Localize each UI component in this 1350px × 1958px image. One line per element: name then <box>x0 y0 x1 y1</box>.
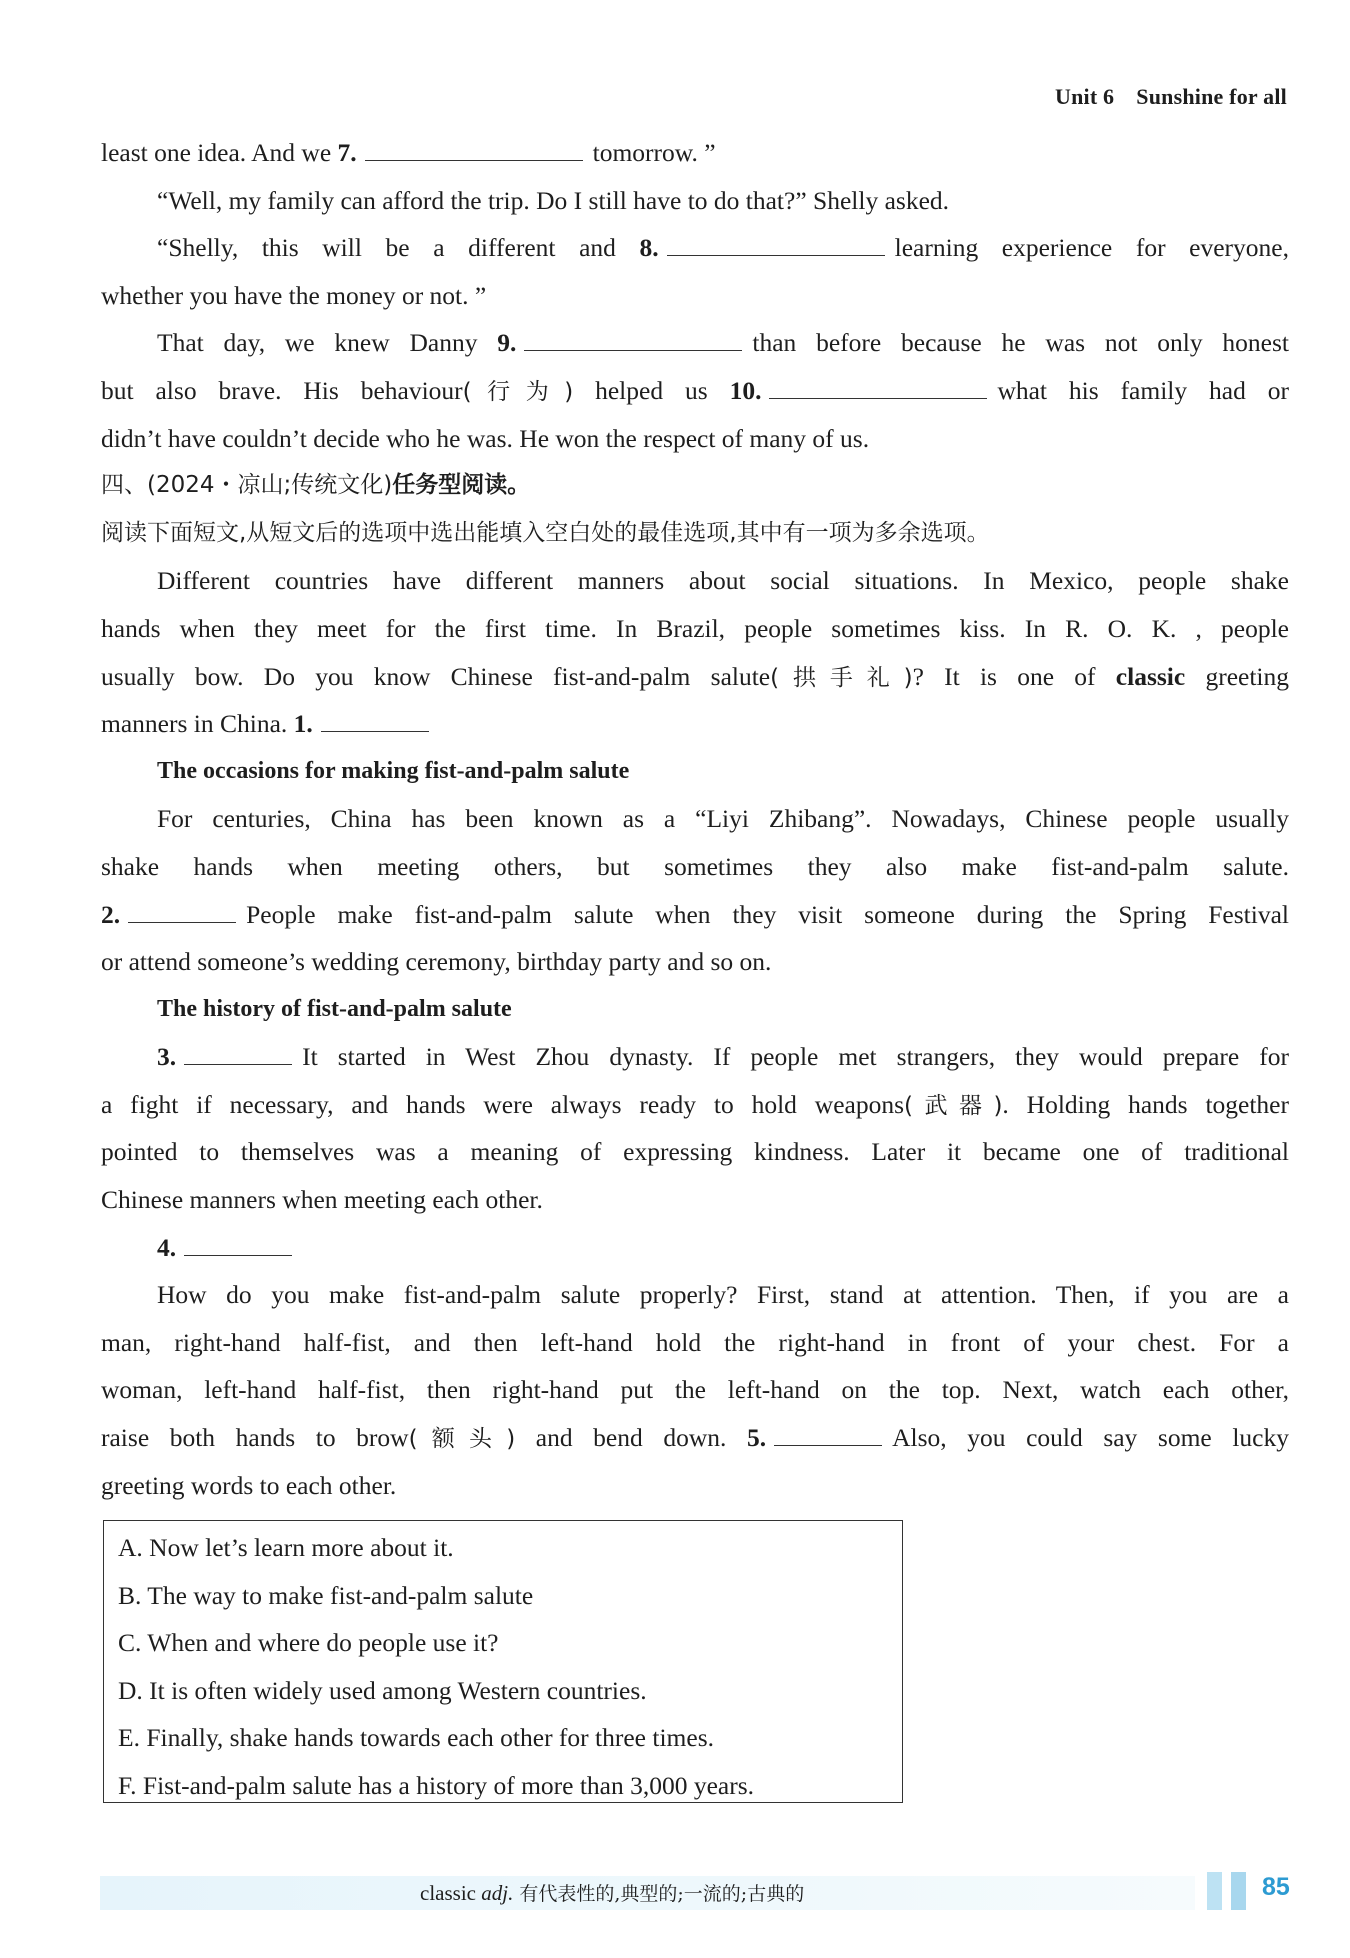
blank-number: 3. <box>157 1042 177 1072</box>
unit-label: Unit 6 <box>1055 84 1115 109</box>
text-line <box>101 605 1289 653</box>
answer-blank[interactable] <box>774 1421 882 1446</box>
blank-number: 5. <box>746 1423 767 1453</box>
answer-blank[interactable] <box>184 1231 292 1256</box>
running-header <box>1055 84 1287 110</box>
text-run: manners in China. <box>101 709 294 739</box>
text-line <box>101 795 1289 843</box>
text-line <box>101 1128 1289 1176</box>
options-box <box>103 1520 903 1803</box>
text-run: greeting words to each other. <box>101 1470 397 1500</box>
text-line <box>101 1319 1289 1367</box>
text-line <box>101 1414 1289 1462</box>
text-run: and bend down. <box>515 1423 747 1453</box>
vocab-word: classic <box>1115 661 1186 691</box>
text-line <box>101 938 1289 986</box>
instructions <box>101 510 1289 558</box>
text-run: ? It is one of <box>912 661 1116 691</box>
text-line <box>101 700 1289 748</box>
text-line <box>101 367 1289 415</box>
option-f[interactable]: F. Fist-and-palm salute has a history of more than 3,000 years. <box>118 1770 755 1800</box>
text-line <box>101 557 1289 605</box>
option-b[interactable]: B. The way to make fist-and-palm salute <box>118 1580 534 1610</box>
text-run: learning experience for everyone, <box>894 233 1289 263</box>
answer-blank[interactable] <box>667 231 885 256</box>
text-run: what his family had or <box>997 375 1289 405</box>
text-run: hands when they meet for the first time. In Brazil, people sometimes kiss. In R. O. K. , people <box>101 613 1289 643</box>
footnote-meaning: 有代表性的,典型的;一流的;古典的 <box>513 1883 805 1905</box>
decorative-bar <box>1231 1872 1246 1910</box>
option-e[interactable]: E. Finally, shake hands towards each other for three times. <box>118 1723 715 1753</box>
text-run: . Holding hands together <box>1002 1089 1289 1119</box>
text-run: man, right-hand half-fist, and then left-hand hold the right-hand in front of your chest. For a <box>101 1327 1289 1357</box>
text-line <box>101 1081 1289 1129</box>
text-run: woman, left-hand half-fist, then right-hand put the left-hand on the top. Next, watch each other, <box>101 1375 1289 1405</box>
page-number: 85 <box>1262 1873 1290 1901</box>
section-source: 四、(2024・凉山;传统文化) <box>101 472 393 499</box>
section-type: 任务型阅读。 <box>392 472 531 499</box>
instruction-text: 阅读下面短文,从短文后的选项中选出能填入空白处的最佳选项,其中有一项为多余选项。 <box>101 519 990 546</box>
text-run: least one idea. And we <box>101 138 338 167</box>
text-run: How do you make fist-and-palm salute properly? First, stand at attention. Then, if you are a <box>157 1280 1289 1310</box>
text-line <box>101 843 1289 891</box>
blank-number: 4. <box>157 1232 177 1262</box>
text-run: raise both hands to brow <box>101 1423 409 1453</box>
text-run: “Shelly, this will be a different and <box>157 233 640 263</box>
chinese-gloss: (额头) <box>408 1426 516 1453</box>
text-run: whether you have the money or not. ” <box>101 280 487 310</box>
text-run: “Well, my family can afford the trip. Do I still have to do that?” Shelly asked. <box>157 185 950 215</box>
blank-number: 9. <box>497 328 517 358</box>
text-line <box>101 653 1289 701</box>
option-d[interactable]: D. It is often widely used among Western countries. <box>118 1675 647 1705</box>
vocab-footnote <box>420 1877 804 1910</box>
answer-blank[interactable] <box>524 326 742 351</box>
subheading <box>101 986 1289 1034</box>
footnote-pos: adj. <box>481 1881 514 1905</box>
text-run: That day, we knew Danny <box>157 328 498 358</box>
decorative-bar <box>1207 1872 1222 1910</box>
text-line <box>101 1176 1289 1224</box>
blank-number: 1. <box>293 709 313 739</box>
text-line <box>101 224 1289 272</box>
chinese-gloss: (行为) <box>462 378 574 405</box>
text-run: usually bow. Do you know Chinese fist-and-palm salute <box>101 661 771 691</box>
text-run: tomorrow. ” <box>592 138 716 167</box>
text-line <box>101 1366 1289 1414</box>
answer-blank[interactable] <box>365 136 583 161</box>
text-run: Also, you could say some lucky <box>892 1423 1289 1453</box>
text-run: People make fist-and-palm salute when they visit someone during the Spring Festival <box>246 899 1289 929</box>
text-run: It started in West Zhou dynasty. If people met strangers, they would prepare for <box>302 1042 1289 1072</box>
text-run: but also brave. His behaviour <box>101 375 463 405</box>
text-run: greeting <box>1185 661 1289 691</box>
answer-blank[interactable] <box>184 1040 292 1065</box>
text-run: or attend someone’s wedding ceremony, birthday party and so on. <box>101 947 772 977</box>
subheading <box>101 748 1289 796</box>
subheading-text: The occasions for making fist-and-palm salute <box>157 757 630 784</box>
footnote-word: classic <box>420 1881 482 1905</box>
text-run: shake hands when meeting others, but sometimes they also make fist-and-palm salute. <box>101 851 1289 881</box>
blank-number: 10. <box>729 375 762 405</box>
unit-title: Sunshine for all <box>1136 84 1287 109</box>
text-run: helped us <box>573 375 730 405</box>
blank-number: 7. <box>337 138 357 167</box>
subheading-text: The history of fist-and-palm salute <box>157 995 512 1022</box>
chinese-gloss: (武器) <box>904 1092 1003 1119</box>
answer-blank[interactable] <box>321 707 429 732</box>
text-line <box>101 1033 1289 1081</box>
text-line <box>101 1224 1289 1272</box>
text-run: For centuries, China has been known as a “Liyi Zhibang”. Nowadays, Chinese people usually <box>157 804 1289 834</box>
text-line <box>101 129 1289 177</box>
text-line <box>101 1271 1289 1319</box>
text-line <box>101 1462 1289 1510</box>
blank-number: 8. <box>639 233 659 263</box>
answer-blank[interactable] <box>128 898 236 923</box>
text-run: Chinese manners when meeting each other. <box>101 1185 543 1215</box>
text-line <box>101 319 1289 367</box>
chinese-gloss: (拱手礼) <box>770 664 913 691</box>
main-text <box>101 129 1289 1509</box>
option-c[interactable]: C. When and where do people use it? <box>118 1628 499 1658</box>
text-line <box>101 891 1289 939</box>
text-run: than before because he was not only honest <box>752 328 1289 358</box>
text-line <box>101 177 1289 225</box>
text-line <box>101 415 1289 463</box>
text-run: Different countries have different manners about social situations. In Mexico, people shake <box>157 566 1289 596</box>
section-title <box>101 462 1289 510</box>
text-run: pointed to themselves was a meaning of expressing kindness. Later it became one of traditional <box>101 1137 1289 1167</box>
text-line <box>101 272 1289 320</box>
text-run: didn’t have couldn’t decide who he was. He won the respect of many of us. <box>101 423 870 453</box>
option-a[interactable]: A. Now let’s learn more about it. <box>118 1533 454 1562</box>
answer-blank[interactable] <box>769 374 987 399</box>
text-run: a fight if necessary, and hands were always ready to hold weapons <box>101 1089 905 1119</box>
blank-number: 2. <box>101 899 121 929</box>
